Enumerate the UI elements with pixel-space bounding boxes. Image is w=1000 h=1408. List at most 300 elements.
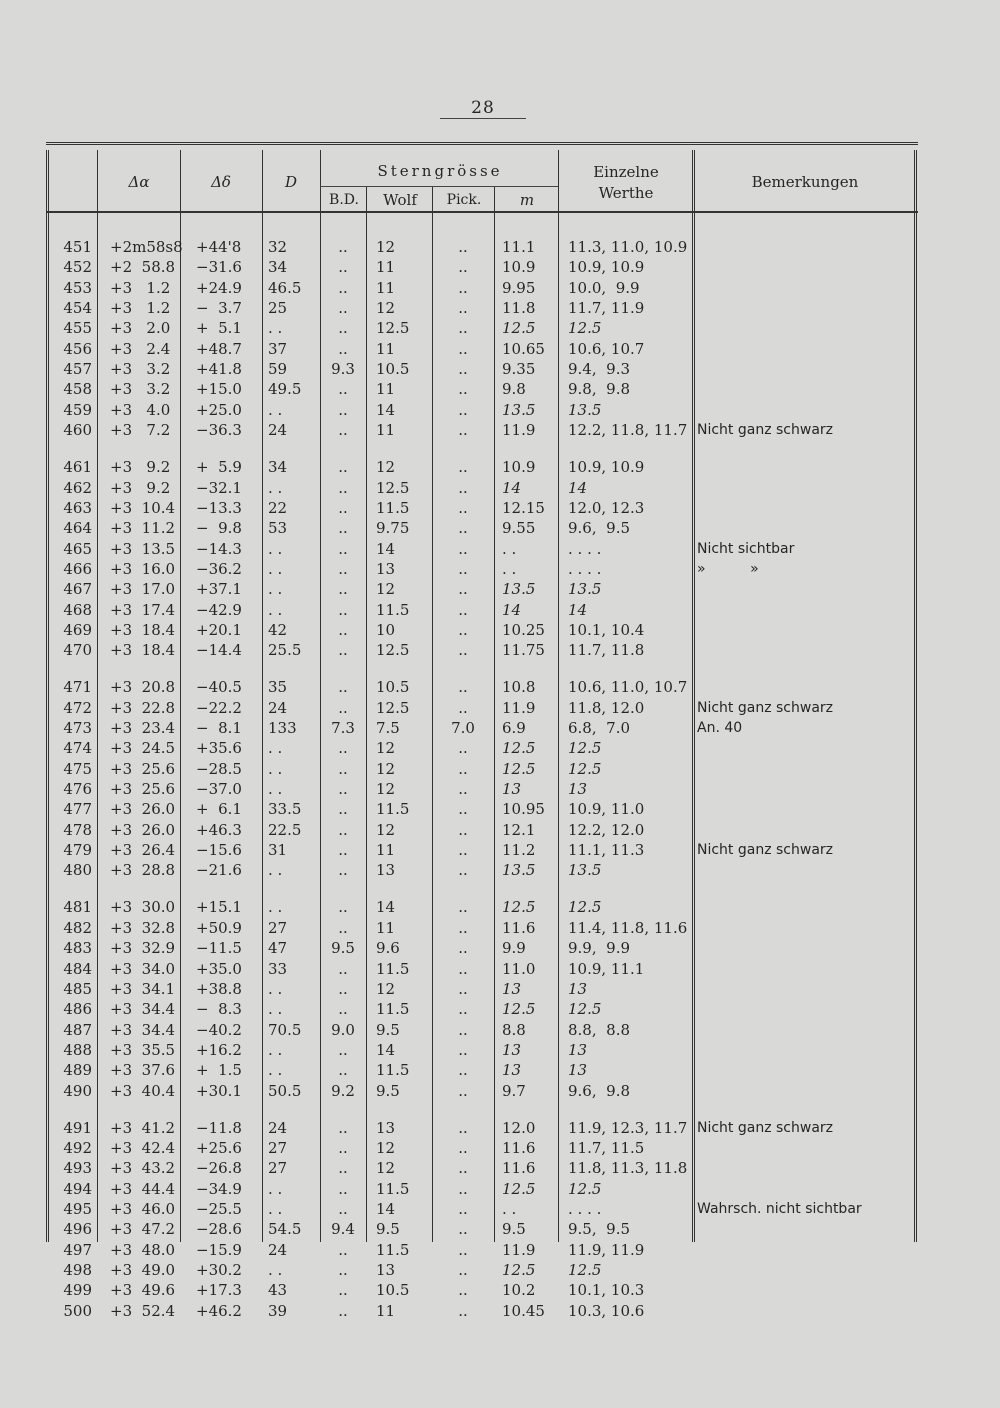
pick-cell: ..: [458, 1159, 468, 1178]
delta-delta-cell: −37.0: [196, 780, 242, 799]
bemerkung-cell: Nicht ganz schwarz: [697, 699, 834, 716]
D-cell: 31: [268, 841, 288, 860]
pick-cell: ..: [458, 299, 468, 318]
header-wolf: Wolf: [383, 191, 417, 209]
m-cell: 9.7: [502, 1081, 526, 1100]
einzelne-werthe-cell: 12.2, 12.0: [568, 820, 645, 839]
delta-delta-cell: −11.8: [196, 1118, 242, 1137]
D-cell: 27: [268, 1159, 288, 1178]
D-cell: . .: [268, 580, 283, 599]
row-number: 498: [63, 1261, 92, 1280]
pick-cell: ..: [458, 820, 468, 839]
einzelne-werthe-cell: 11.9, 11.9: [568, 1240, 645, 1259]
bemerkung-cell: Nicht ganz schwarz: [697, 842, 834, 859]
pick-cell: ..: [458, 1281, 468, 1300]
wolf-cell: 13: [376, 559, 396, 578]
einzelne-werthe-cell: 12.2, 11.8, 11.7: [568, 421, 688, 440]
m-cell: 13.5: [502, 400, 536, 419]
row-number: 484: [63, 959, 92, 978]
einzelne-werthe-cell: 8.8, 8.8: [568, 1020, 631, 1039]
einzelne-werthe-cell: 12.0, 12.3: [568, 498, 645, 517]
bd-cell: ..: [338, 1261, 348, 1280]
table-row: [0, 1280, 1000, 1300]
pick-cell: ..: [458, 319, 468, 338]
delta-delta-cell: −25.5: [196, 1200, 242, 1218]
wolf-cell: 11.5: [376, 800, 410, 819]
delta-delta-cell: −36.2: [196, 559, 242, 578]
delta-alpha-cell: +3 24.5: [110, 739, 176, 758]
einzelne-werthe-cell: 10.1, 10.4: [568, 620, 645, 639]
einzelne-werthe-cell: 13.5: [568, 861, 602, 880]
pick-cell: ..: [458, 1301, 468, 1320]
delta-delta-cell: − 3.7: [196, 299, 242, 318]
m-cell: 13: [502, 1040, 522, 1059]
bd-cell: ..: [338, 1301, 348, 1320]
m-cell: 9.35: [502, 360, 536, 379]
row-number: 478: [63, 820, 92, 839]
D-cell: 25.5: [268, 641, 302, 660]
einzelne-werthe-cell: 10.6, 10.7: [568, 339, 645, 358]
table-row: [0, 498, 1000, 518]
delta-delta-cell: −21.6: [196, 861, 242, 880]
delta-alpha-cell: +3 16.0: [110, 559, 176, 578]
wolf-cell: 14: [376, 1040, 396, 1059]
bd-cell: ..: [338, 380, 348, 399]
row-number: 494: [63, 1179, 92, 1198]
wolf-cell: 10: [376, 620, 396, 639]
pick-cell: ..: [458, 498, 468, 517]
table-row: [0, 420, 1000, 440]
D-cell: 24: [268, 421, 288, 440]
wolf-cell: 12.5: [376, 641, 410, 660]
row-number: 467: [63, 580, 92, 599]
wolf-cell: 9.5: [376, 1020, 400, 1039]
pick-cell: ..: [458, 1118, 468, 1137]
pick-cell: ..: [458, 539, 468, 558]
m-cell: 10.95: [502, 800, 545, 819]
pick-cell: ..: [458, 861, 468, 880]
header-delta-alpha: Δα: [128, 173, 150, 191]
row-number: 455: [63, 319, 92, 338]
pick-cell: ..: [458, 959, 468, 978]
table-row: [0, 799, 1000, 819]
m-cell: 13.5: [502, 580, 536, 599]
einzelne-werthe-cell: 10.1, 10.3: [568, 1281, 645, 1300]
delta-alpha-cell: +3 42.4: [110, 1138, 176, 1157]
pick-cell: ..: [458, 1020, 468, 1039]
bd-cell: ..: [338, 478, 348, 497]
pick-cell: ..: [458, 979, 468, 998]
wolf-cell: 12: [376, 580, 396, 599]
einzelne-werthe-cell: 12.5: [568, 759, 602, 778]
delta-delta-cell: −15.9: [196, 1240, 242, 1259]
delta-alpha-cell: +3 26.0: [110, 800, 176, 819]
D-cell: . .: [268, 400, 283, 419]
pick-cell: ..: [458, 1200, 468, 1218]
m-cell: . .: [502, 1200, 517, 1218]
wolf-cell: 14: [376, 400, 396, 419]
delta-delta-cell: −42.9: [196, 600, 242, 619]
delta-alpha-cell: +3 25.6: [110, 780, 176, 799]
delta-alpha-cell: +3 34.4: [110, 1000, 176, 1019]
wolf-cell: 11: [376, 278, 396, 297]
delta-delta-cell: −15.6: [196, 841, 242, 860]
D-cell: 32: [268, 238, 288, 256]
table-row: [0, 478, 1000, 498]
D-cell: 50.5: [268, 1081, 302, 1100]
wolf-cell: 11.5: [376, 498, 410, 517]
pick-cell: ..: [458, 939, 468, 958]
wolf-cell: 11: [376, 918, 396, 937]
table-row: [0, 339, 1000, 359]
bemerkung-cell: » »: [697, 560, 759, 577]
einzelne-werthe-cell: 9.6, 9.5: [568, 519, 631, 538]
pick-cell: ..: [458, 800, 468, 819]
einzelne-werthe-cell: . . . .: [568, 559, 602, 578]
delta-alpha-cell: +3 25.6: [110, 759, 176, 778]
einzelne-werthe-cell: 9.6, 9.8: [568, 1081, 631, 1100]
pick-cell: 7.0: [451, 719, 475, 737]
m-cell: 12.5: [502, 739, 536, 758]
wolf-cell: 11: [376, 339, 396, 358]
delta-delta-cell: +50.9: [196, 918, 242, 937]
table-row: [0, 278, 1000, 298]
m-cell: 9.9: [502, 939, 526, 958]
table-row: [0, 1020, 1000, 1040]
einzelne-werthe-cell: 10.9, 11.1: [568, 959, 645, 978]
einzelne-werthe-cell: 10.9, 11.0: [568, 800, 645, 819]
D-cell: 33.5: [268, 800, 302, 819]
table-row: [0, 820, 1000, 840]
D-cell: 22.5: [268, 820, 302, 839]
delta-delta-cell: +25.6: [196, 1138, 242, 1157]
bd-cell: ..: [338, 458, 348, 477]
row-number: 463: [63, 498, 92, 517]
D-cell: . .: [268, 1000, 283, 1019]
einzelne-werthe-cell: 13: [568, 1061, 588, 1080]
row-number: 487: [63, 1020, 92, 1039]
wolf-cell: 13: [376, 1118, 396, 1137]
pick-cell: ..: [458, 421, 468, 440]
m-cell: 11.9: [502, 1240, 536, 1259]
einzelne-werthe-cell: 13: [568, 1040, 588, 1059]
m-cell: 12.5: [502, 1261, 536, 1280]
einzelne-werthe-cell: 11.7, 11.9: [568, 299, 645, 318]
delta-delta-cell: +24.9: [196, 278, 242, 297]
row-number: 469: [63, 620, 92, 639]
delta-delta-cell: −40.5: [196, 678, 242, 697]
table-row: [0, 1081, 1000, 1101]
D-cell: 133: [268, 719, 297, 737]
delta-alpha-cell: +3 46.0: [110, 1200, 176, 1218]
row-number: 500: [63, 1301, 92, 1320]
header-D: D: [284, 173, 298, 191]
einzelne-werthe-cell: 9.9, 9.9: [568, 939, 631, 958]
pick-cell: ..: [458, 580, 468, 599]
row-number: 492: [63, 1138, 92, 1157]
table-row: [0, 918, 1000, 938]
bd-cell: ..: [338, 559, 348, 578]
table-row: [0, 1138, 1000, 1158]
D-cell: 34: [268, 258, 288, 277]
row-number: 482: [63, 918, 92, 937]
m-cell: 11.6: [502, 918, 536, 937]
einzelne-werthe-cell: 10.6, 11.0, 10.7: [568, 678, 688, 697]
row-number: 473: [63, 719, 92, 737]
delta-alpha-cell: +3 37.6: [110, 1061, 176, 1080]
bd-cell: ..: [338, 1200, 348, 1218]
delta-alpha-cell: +3 44.4: [110, 1179, 176, 1198]
delta-alpha-cell: +3 7.2: [110, 421, 171, 440]
delta-delta-cell: + 6.1: [196, 800, 242, 819]
pick-cell: ..: [458, 278, 468, 297]
D-cell: 39: [268, 1301, 288, 1320]
delta-alpha-cell: +3 9.2: [110, 458, 171, 477]
row-number: 493: [63, 1159, 92, 1178]
row-number: 452: [63, 258, 92, 277]
bd-cell: ..: [338, 278, 348, 297]
delta-delta-cell: − 9.8: [196, 519, 242, 538]
wolf-cell: 12.5: [376, 478, 410, 497]
table-row: [0, 1118, 1000, 1138]
wolf-cell: 9.5: [376, 1220, 400, 1239]
m-cell: 12.15: [502, 498, 545, 517]
D-cell: 22: [268, 498, 288, 517]
delta-alpha-cell: +3 34.4: [110, 1020, 176, 1039]
table-row: [0, 979, 1000, 999]
D-cell: . .: [268, 1040, 283, 1059]
bd-cell: ..: [338, 820, 348, 839]
delta-alpha-cell: +3 3.2: [110, 380, 171, 399]
pick-cell: ..: [458, 1081, 468, 1100]
einzelne-werthe-cell: 14: [568, 600, 588, 619]
delta-delta-cell: +46.2: [196, 1301, 242, 1320]
delta-delta-cell: −26.8: [196, 1159, 242, 1178]
table-row: [0, 1240, 1000, 1260]
wolf-cell: 11: [376, 380, 396, 399]
einzelne-werthe-cell: 11.7, 11.5: [568, 1138, 645, 1157]
delta-alpha-cell: +3 1.2: [110, 278, 171, 297]
delta-alpha-cell: +3 9.2: [110, 478, 171, 497]
wolf-cell: 10.5: [376, 678, 410, 697]
D-cell: . .: [268, 759, 283, 778]
delta-delta-cell: −14.3: [196, 539, 242, 558]
pick-cell: ..: [458, 918, 468, 937]
table-row: [0, 539, 1000, 559]
delta-alpha-cell: +2m58s8: [110, 238, 183, 256]
wolf-cell: 9.75: [376, 519, 410, 538]
pick-cell: ..: [458, 360, 468, 379]
einzelne-werthe-cell: 9.5, 9.5: [568, 1220, 631, 1239]
pick-cell: ..: [458, 400, 468, 419]
D-cell: . .: [268, 1179, 283, 1198]
table-row: [0, 938, 1000, 958]
einzelne-werthe-cell: 9.4, 9.3: [568, 360, 631, 379]
wolf-cell: 11.5: [376, 1000, 410, 1019]
pick-cell: ..: [458, 458, 468, 477]
einzelne-werthe-cell: 11.3, 11.0, 10.9: [568, 238, 688, 256]
bd-cell: ..: [338, 258, 348, 277]
pick-cell: ..: [458, 339, 468, 358]
einzelne-werthe-cell: 12.5: [568, 739, 602, 758]
header-werthe: Werthe: [598, 184, 654, 202]
bd-cell: 9.4: [331, 1220, 355, 1239]
row-number: 464: [63, 519, 92, 538]
m-cell: 13: [502, 1061, 522, 1080]
m-cell: 12.5: [502, 1179, 536, 1198]
m-cell: 11.0: [502, 959, 536, 978]
pick-cell: ..: [458, 1040, 468, 1059]
einzelne-werthe-cell: 12.5: [568, 1000, 602, 1019]
delta-alpha-cell: +3 13.5: [110, 539, 176, 558]
m-cell: 9.8: [502, 380, 526, 399]
bd-cell: ..: [338, 299, 348, 318]
wolf-cell: 13: [376, 1261, 396, 1280]
row-number: 497: [63, 1240, 92, 1259]
m-cell: 12.5: [502, 898, 536, 917]
delta-alpha-cell: +3 10.4: [110, 498, 176, 517]
wolf-cell: 14: [376, 898, 396, 917]
wolf-cell: 12: [376, 979, 396, 998]
einzelne-werthe-cell: 10.9, 10.9: [568, 258, 645, 277]
m-cell: . .: [502, 539, 517, 558]
pick-cell: ..: [458, 478, 468, 497]
bd-cell: ..: [338, 678, 348, 697]
einzelne-werthe-cell: 10.9, 10.9: [568, 458, 645, 477]
wolf-cell: 14: [376, 1200, 396, 1218]
m-cell: 11.1: [502, 238, 536, 256]
table-row: [0, 840, 1000, 860]
m-cell: 11.8: [502, 299, 536, 318]
row-number: 453: [63, 278, 92, 297]
delta-alpha-cell: +3 26.4: [110, 841, 176, 860]
m-cell: 12.5: [502, 319, 536, 338]
pick-cell: ..: [458, 698, 468, 717]
row-number: 485: [63, 979, 92, 998]
bd-cell: ..: [338, 918, 348, 937]
header-delta-delta: Δδ: [211, 173, 231, 191]
m-cell: 9.95: [502, 278, 536, 297]
pick-cell: ..: [458, 1179, 468, 1198]
einzelne-werthe-cell: 12.5: [568, 898, 602, 917]
m-cell: 10.65: [502, 339, 545, 358]
D-cell: 37: [268, 339, 288, 358]
table-row: [0, 298, 1000, 318]
einzelne-werthe-cell: 11.7, 11.8: [568, 641, 645, 660]
row-number: 476: [63, 780, 92, 799]
delta-delta-cell: +41.8: [196, 360, 242, 379]
wolf-cell: 11: [376, 421, 396, 440]
row-number: 465: [63, 539, 92, 558]
einzelne-werthe-cell: . . . .: [568, 1200, 602, 1218]
bd-cell: ..: [338, 1281, 348, 1300]
row-number: 470: [63, 641, 92, 660]
delta-delta-cell: −36.3: [196, 421, 242, 440]
delta-alpha-cell: +3 52.4: [110, 1301, 176, 1320]
delta-alpha-cell: +3 49.6: [110, 1281, 176, 1300]
D-cell: 25: [268, 299, 288, 318]
delta-delta-cell: +37.1: [196, 580, 242, 599]
D-cell: 42: [268, 620, 288, 639]
bd-cell: 9.5: [331, 939, 355, 958]
bd-cell: ..: [338, 698, 348, 717]
einzelne-werthe-cell: . . . .: [568, 539, 602, 558]
table-row: [0, 257, 1000, 277]
table-row: [0, 640, 1000, 660]
wolf-cell: 7.5: [376, 719, 400, 737]
row-number: 468: [63, 600, 92, 619]
wolf-cell: 12: [376, 1159, 396, 1178]
wolf-cell: 11: [376, 1301, 396, 1320]
wolf-cell: 12: [376, 780, 396, 799]
row-number: 462: [63, 478, 92, 497]
bd-cell: ..: [338, 1179, 348, 1198]
table-row: [0, 718, 1000, 738]
delta-alpha-cell: +3 2.4: [110, 339, 171, 358]
delta-alpha-cell: +3 35.5: [110, 1040, 176, 1059]
delta-delta-cell: +25.0: [196, 400, 242, 419]
row-number: 466: [63, 559, 92, 578]
einzelne-werthe-cell: 13.5: [568, 400, 602, 419]
delta-alpha-cell: +3 40.4: [110, 1081, 176, 1100]
table-row: [0, 999, 1000, 1019]
wolf-cell: 12.5: [376, 698, 410, 717]
row-number: 454: [63, 299, 92, 318]
D-cell: . .: [268, 861, 283, 880]
delta-alpha-cell: +3 41.2: [110, 1118, 176, 1137]
m-cell: 6.9: [502, 719, 526, 737]
delta-delta-cell: −22.2: [196, 698, 242, 717]
pick-cell: ..: [458, 841, 468, 860]
pick-cell: ..: [458, 1061, 468, 1080]
m-cell: 11.6: [502, 1138, 536, 1157]
pick-cell: ..: [458, 1000, 468, 1019]
table-row: [0, 237, 1000, 257]
wolf-cell: 12: [376, 299, 396, 318]
delta-delta-cell: +44'8: [196, 238, 242, 256]
delta-delta-cell: +35.6: [196, 739, 242, 758]
bemerkung-cell: Nicht sichtbar: [697, 540, 795, 557]
D-cell: 24: [268, 1240, 288, 1259]
bd-cell: ..: [338, 539, 348, 558]
D-cell: . .: [268, 319, 283, 338]
row-number: 477: [63, 800, 92, 819]
bd-cell: ..: [338, 1061, 348, 1080]
row-number: 460: [63, 421, 92, 440]
row-number: 489: [63, 1061, 92, 1080]
m-cell: 12.1: [502, 820, 536, 839]
bd-cell: ..: [338, 1240, 348, 1259]
D-cell: . .: [268, 1061, 283, 1080]
bd-cell: ..: [338, 400, 348, 419]
wolf-cell: 9.5: [376, 1081, 400, 1100]
pick-cell: ..: [458, 380, 468, 399]
bd-cell: ..: [338, 319, 348, 338]
delta-alpha-cell: +3 4.0: [110, 400, 171, 419]
table-row: [0, 1040, 1000, 1060]
pick-cell: ..: [458, 1240, 468, 1259]
einzelne-werthe-cell: 10.3, 10.6: [568, 1301, 645, 1320]
D-cell: 46.5: [268, 278, 302, 297]
bd-cell: ..: [338, 1040, 348, 1059]
wolf-cell: 12: [376, 820, 396, 839]
table-row: [0, 318, 1000, 338]
delta-alpha-cell: +3 23.4: [110, 719, 176, 737]
D-cell: . .: [268, 1261, 283, 1280]
table-row: [0, 779, 1000, 799]
bd-cell: ..: [338, 600, 348, 619]
D-cell: 34: [268, 458, 288, 477]
